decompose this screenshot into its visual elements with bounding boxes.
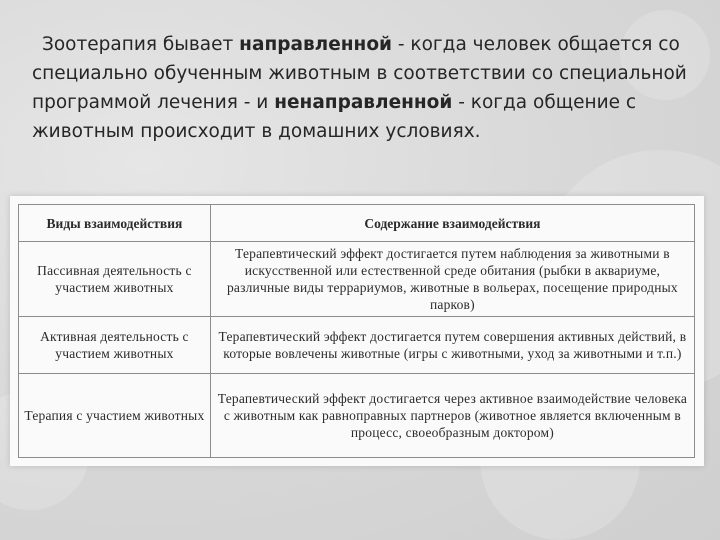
row-content-cell: Терапевтический эффект достигается путем совершения активных действий, в которые вовлечены животные (игры с животными, уход за животными и т.п.) [210,317,694,374]
intro-text-1: Зоотерапия бывает [42,34,240,55]
intro-bold-directed: направленной [239,34,392,55]
table-row [19,317,695,374]
intro-text-2: - когда человек общается со специально обученным животным в соответствии со специальной программой лечения - и [32,34,687,113]
table-row [19,374,695,458]
row-content-cell: Терапевтический эффект достигается путем наблюдения за животными в искусственной или естественной среде обитания (рыбки в аквариуме, различные виды террариумов, животные в вольерах, посещение природных парков) [210,242,694,317]
intro-bold-undirected: ненаправленной [274,92,453,113]
interaction-table [18,204,695,458]
row-content-cell: Терапевтический эффект достигается через активное взаимодействие человека с животным как равноправных партнеров (животное является включенным в процесс, своеобразным доктором) [210,374,694,458]
intro-paragraph [32,30,702,146]
table-header-row [19,205,695,242]
header-interaction-types: Виды взаимодействия [19,205,211,242]
table-card [10,196,704,466]
row-type-cell: Пассивная деятельность с участием животных [19,242,211,317]
intro-text-3: - когда общение с животным происходит в домашних условиях. [32,92,637,142]
row-type-cell: Активная деятельность с участием животных [19,317,211,374]
table-row [19,242,695,317]
header-interaction-content: Содержание взаимодействия [210,205,694,242]
row-type-cell: Терапия с участием животных [19,374,211,458]
